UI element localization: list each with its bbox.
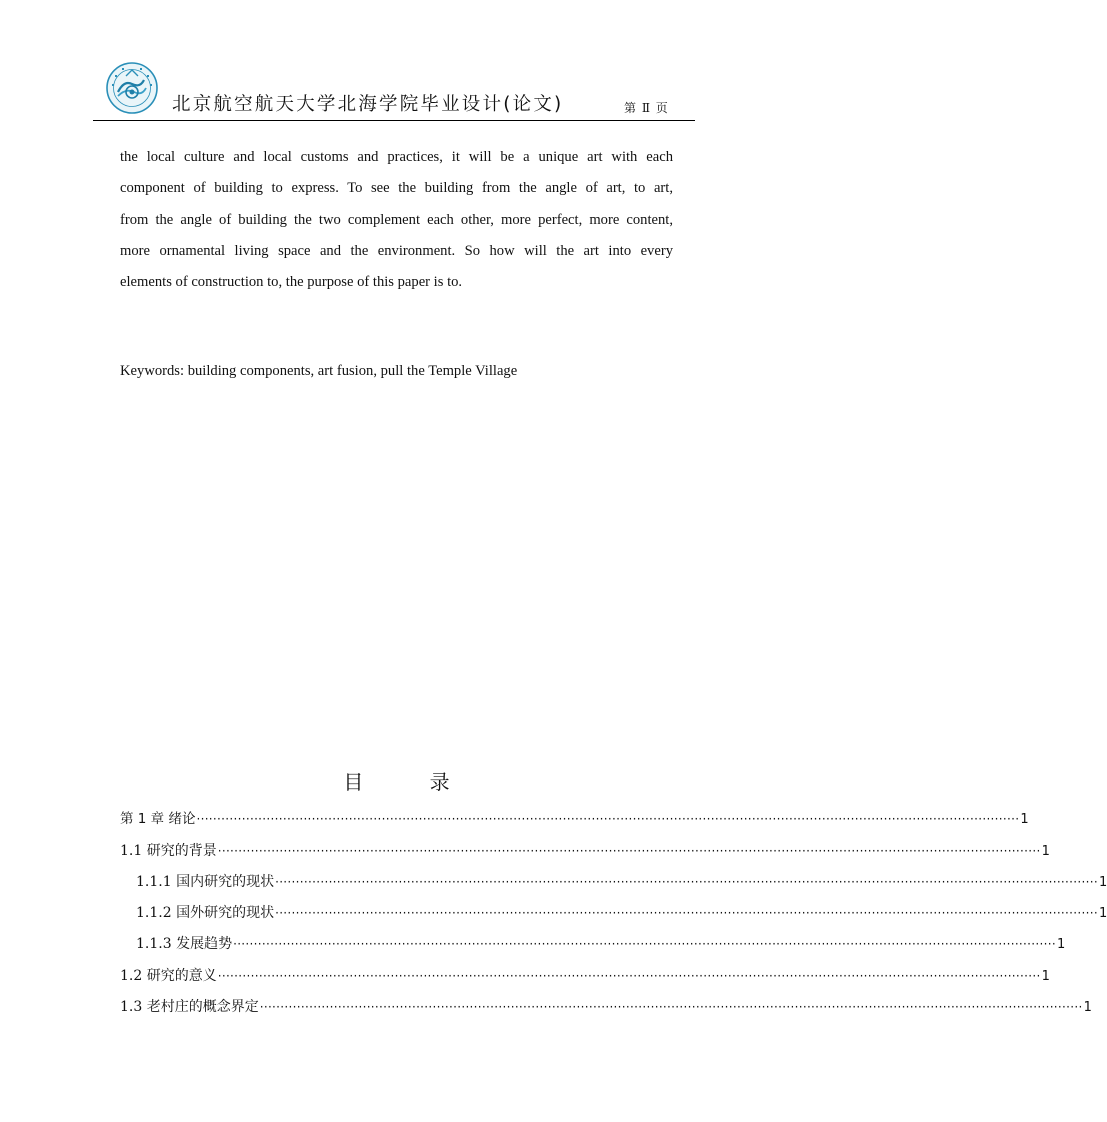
toc-entry-label: 1.1.3 发展趋势 <box>136 936 233 952</box>
abstract-line: the local culture and local customs and practices, it will be a unique art with each <box>120 149 673 165</box>
toc-entry-label: 第 1 章 绪论 <box>120 811 196 827</box>
abstract-line: from the angle of building the two complement each other, more perfect, more content, <box>120 211 673 228</box>
keywords: Keywords: building components, art fusion, pull the Temple Village <box>120 363 518 379</box>
toc-entry-label: 1.1 研究的背景 <box>120 843 217 859</box>
toc-entry-page: 1 <box>1020 812 1029 827</box>
toc-entry[interactable] <box>120 966 1050 986</box>
toc-entry[interactable] <box>120 809 1029 829</box>
toc-leader: ········································································································································································································ <box>217 844 1041 858</box>
toc-entry-page: 1 <box>1041 844 1050 859</box>
page-number: 第 Ⅱ 页 <box>624 101 669 115</box>
toc-entry-label: 1.2 研究的意义 <box>120 968 217 984</box>
toc-leader: ········································································································································································································ <box>275 875 1098 889</box>
toc-leader: ········································································································································································································ <box>275 906 1098 920</box>
toc-leader: ········································································································································································································ <box>217 969 1041 983</box>
toc-leader: ········································································································································································································ <box>196 812 1020 826</box>
toc-title: 目 录 <box>343 770 480 794</box>
abstract-line: more ornamental living space and the environment. So how will the art into every <box>120 242 673 259</box>
toc-entry[interactable] <box>136 903 1107 923</box>
abstract-paragraph <box>120 142 673 298</box>
toc-entry-page: 1 <box>1041 969 1050 984</box>
header-title: 北京航空航天大学北海学院毕业设计(论文) <box>172 94 564 115</box>
toc-entry[interactable] <box>120 997 1092 1017</box>
toc-entry-label: 1.1.2 国外研究的现状 <box>136 905 275 921</box>
toc-entry[interactable] <box>120 841 1050 861</box>
abstract-line: component of building to express. To see the building from the angle of art, to art, <box>120 180 673 197</box>
toc-leader: ········································································································································································································ <box>259 1000 1083 1014</box>
toc-entry[interactable] <box>136 934 1066 954</box>
toc-entry-label: 1.1.1 国内研究的现状 <box>136 874 275 890</box>
university-logo-icon <box>106 62 158 114</box>
toc-leader: ········································································································································································································ <box>233 937 1056 951</box>
header-divider <box>93 120 695 121</box>
toc-entry-page: 1 <box>1083 1000 1092 1015</box>
abstract-line: elements of construction to, the purpose of this paper is to. <box>120 274 463 291</box>
toc-entry-label: 1.3 老村庄的概念界定 <box>120 999 259 1015</box>
toc-entry-page: 1 <box>1098 906 1107 921</box>
toc-entry-page: 1 <box>1098 875 1107 890</box>
toc-entry-page: 1 <box>1056 937 1066 952</box>
toc-entry[interactable] <box>136 872 1107 892</box>
